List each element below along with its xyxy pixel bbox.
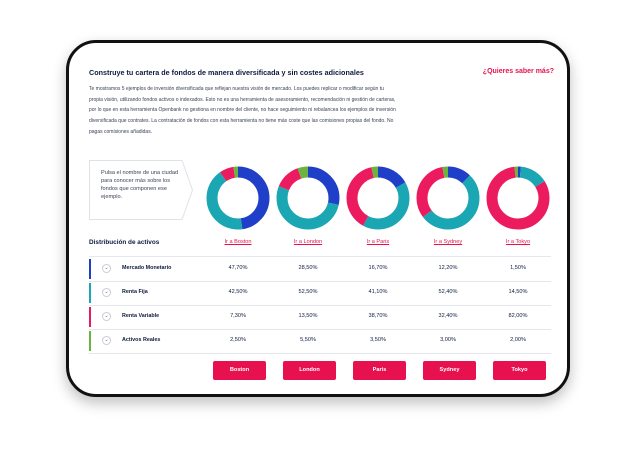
donut-sydney <box>416 166 480 230</box>
table-cell: 38,70% <box>368 313 388 319</box>
table-cell: 52,50% <box>298 289 318 295</box>
table-cell: 13,50% <box>298 313 318 319</box>
asset-color-bar <box>89 283 91 303</box>
city-button-boston[interactable]: Boston <box>213 361 266 380</box>
table-cell: 5,50% <box>300 337 316 343</box>
donut-paris <box>346 166 410 230</box>
description <box>89 84 449 138</box>
city-button-paris[interactable]: Paris <box>353 361 406 380</box>
city-link-london[interactable]: Ir a London <box>293 239 323 245</box>
table-cell: 3,00% <box>440 337 456 343</box>
table-cell: 32,40% <box>438 313 458 319</box>
table-cell: 1,50% <box>510 265 526 271</box>
table-cell: 2,50% <box>230 337 246 343</box>
table-cell: 47,70% <box>228 265 248 271</box>
asset-name: Activos Reales <box>122 337 161 343</box>
city-link-tokyo[interactable]: Ir a Tokyo <box>505 239 531 245</box>
asset-color-bar <box>89 331 91 351</box>
table-row <box>89 329 551 354</box>
page-title: Construye tu cartera de fondos de manera diversificada y sin costes adicionales <box>89 68 364 77</box>
description-line: diversificada que contrates. La contratación de fondos con esta herramienta no tiene más coste que las comisiones propias del fondo. No <box>89 118 394 125</box>
chevron-down-icon[interactable]: ⌄ <box>102 312 111 321</box>
table-row <box>89 257 551 282</box>
city-link-paris[interactable]: Ir a Paris <box>366 239 390 245</box>
table-cell: 42,50% <box>228 289 248 295</box>
hint-text: Pulsa el nombre de una ciudad para conocer más sobre los fondos que componen ese ejemplo. <box>101 170 179 200</box>
table-cell: 41,10% <box>368 289 388 295</box>
description-line: pagas comisiones añadidas. <box>89 128 153 135</box>
hint-callout <box>89 160 193 220</box>
asset-color-bar <box>89 307 91 327</box>
asset-name: Renta Variable <box>122 313 160 319</box>
chevron-down-icon[interactable]: ⌄ <box>102 288 111 297</box>
asset-name: Renta Fija <box>122 289 148 295</box>
description-line: Te mostramos 5 ejemplos de inversión diversificada que reflejan nuestra visión de mercado. Los puedes replicar o modificar según tu <box>89 86 384 92</box>
city-button-sydney[interactable]: Sydney <box>423 361 476 380</box>
donut-london <box>276 166 340 230</box>
city-link-sydney[interactable]: Ir a Sydney <box>433 239 463 245</box>
table-cell: 16,70% <box>368 265 388 271</box>
asset-color-bar <box>89 259 91 279</box>
table-cell: 2,00% <box>510 337 526 343</box>
chevron-down-icon[interactable]: ⌄ <box>102 264 111 273</box>
description-line: por lo que en esta herramienta Openbank no gestiona en nombre del cliente, no hace seguimiento ni rebalancea los ejemplos de inversión <box>89 107 396 114</box>
table-cell: 82,00% <box>508 313 528 319</box>
distribution-title: Distribución de activos <box>89 239 160 246</box>
table-cell: 52,40% <box>438 289 458 295</box>
table-row <box>89 281 551 306</box>
table-cell: 3,50% <box>370 337 386 343</box>
table-cell: 14,50% <box>508 289 528 295</box>
donut-boston <box>206 166 270 230</box>
description-line: propia visión, utilizando fondos activos o indexados. Esto no es una herramienta de asesoramiento, recomendación ni gestión de carteras, <box>89 96 396 103</box>
table-row <box>89 305 551 330</box>
table-cell: 12,20% <box>438 265 458 271</box>
city-button-tokyo[interactable]: Tokyo <box>493 361 546 380</box>
donut-tokyo <box>486 166 550 230</box>
asset-name: Mercado Monetario <box>122 265 172 271</box>
city-link-boston[interactable]: Ir a Boston <box>224 239 252 245</box>
table-cell: 28,50% <box>298 265 318 271</box>
table-cell: 7,30% <box>230 313 246 319</box>
city-button-london[interactable]: London <box>283 361 336 380</box>
more-info-link[interactable]: ¿Quieres saber más? <box>482 68 554 75</box>
chevron-down-icon[interactable]: ⌄ <box>102 336 111 345</box>
